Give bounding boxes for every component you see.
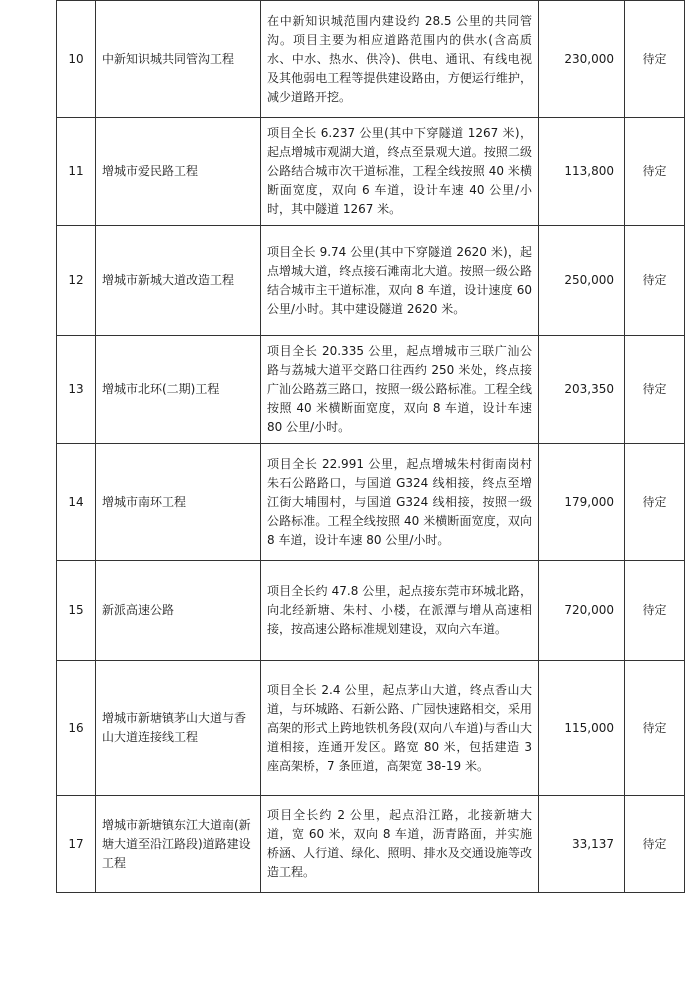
project-amount: 230,000: [539, 1, 625, 118]
row-number: 12: [57, 226, 96, 336]
project-name: 增城市新塘镇东江大道南(新塘大道至沿江路段)道路建设工程: [96, 796, 261, 893]
project-name: 中新知识城共同管沟工程: [96, 1, 261, 118]
project-amount: 179,000: [539, 444, 625, 561]
project-status: 待定: [625, 661, 685, 796]
table-row: [57, 561, 685, 661]
project-name: 增城市新城大道改造工程: [96, 226, 261, 336]
project-description: 项目全长约 47.8 公里，起点接东莞市环城北路，向北经新塘、朱村、小楼，在派潭与增从高速相接，按高速公路标准规划建设，双向六车道。: [261, 561, 539, 661]
project-status: 待定: [625, 336, 685, 444]
project-description: 项目全长约 2 公里，起点沿江路，北接新塘大道，宽 60 米，双向 8 车道，沥青路面，并实施桥涵、人行道、绿化、照明、排水及交通设施等改造工程。: [261, 796, 539, 893]
table-row: [57, 336, 685, 444]
project-amount: 203,350: [539, 336, 625, 444]
row-number: 11: [57, 118, 96, 226]
projects-table-body: [57, 1, 685, 893]
project-description: 项目全长 22.991 公里，起点增城朱村街南岗村朱石公路路口，与国道 G324 线相接，终点至增江街大埔围村，与国道 G324 线相接，按照一级公路标准。工程全线按照 40 米横断面宽度，双向 8 车道，设计车速 80 公里/小时。: [261, 444, 539, 561]
table-row: [57, 444, 685, 561]
table-row: [57, 661, 685, 796]
project-status: 待定: [625, 444, 685, 561]
project-status: 待定: [625, 118, 685, 226]
project-description: 项目全长 6.237 公里(其中下穿隧道 1267 米)，起点增城市观湖大道，终点至景观大道。按照二级公路结合城市次干道标准，工程全线按照 40 米横断面宽度，双向 6 车道，设计车速 40 公里/小时，其中隧道 1267 米。: [261, 118, 539, 226]
row-number: 17: [57, 796, 96, 893]
row-number: 13: [57, 336, 96, 444]
project-description: 项目全长 20.335 公里，起点增城市三联广汕公路与荔城大道平交路口往西约 250 米处，终点接广汕公路荔三路口，按照一级公路标准。工程全线按照 40 米横断面宽度，双向 8 车道，设计车速 80 公里/小时。: [261, 336, 539, 444]
project-status: 待定: [625, 1, 685, 118]
project-name: 增城市北环(二期)工程: [96, 336, 261, 444]
project-name: 增城市南环工程: [96, 444, 261, 561]
table-row: [57, 796, 685, 893]
projects-table: [56, 0, 685, 893]
row-number: 16: [57, 661, 96, 796]
project-amount: 720,000: [539, 561, 625, 661]
project-description: 在中新知识城范围内建设约 28.5 公里的共同管沟。项目主要为相应道路范围内的供水(含高质水、中水、热水、供冷)、供电、通讯、有线电视及其他弱电工程等提供建设路由，方便运行维护，减少道路开挖。: [261, 1, 539, 118]
project-amount: 115,000: [539, 661, 625, 796]
row-number: 14: [57, 444, 96, 561]
row-number: 10: [57, 1, 96, 118]
table-row: [57, 226, 685, 336]
project-description: 项目全长 9.74 公里(其中下穿隧道 2620 米)，起点增城大道，终点接石滩南北大道。按照一级公路结合城市主干道标准，双向 8 车道，设计速度 60 公里/小时。其中建设隧道 2620 米。: [261, 226, 539, 336]
project-amount: 33,137: [539, 796, 625, 893]
project-amount: 250,000: [539, 226, 625, 336]
project-name: 新派高速公路: [96, 561, 261, 661]
project-description: 项目全长 2.4 公里，起点茅山大道，终点香山大道，与环城路、石新公路、广园快速路相交，采用高架的形式上跨地铁机务段(双向八车道)与香山大道相接，连通开发区。路宽 80 米，包括建造 3 座高架桥，7 条匝道，高架宽 38-19 米。: [261, 661, 539, 796]
project-name: 增城市新塘镇茅山大道与香山大道连接线工程: [96, 661, 261, 796]
project-status: 待定: [625, 561, 685, 661]
project-status: 待定: [625, 226, 685, 336]
table-row: [57, 118, 685, 226]
row-number: 15: [57, 561, 96, 661]
project-status: 待定: [625, 796, 685, 893]
table-row: [57, 1, 685, 118]
project-name: 增城市爱民路工程: [96, 118, 261, 226]
project-amount: 113,800: [539, 118, 625, 226]
